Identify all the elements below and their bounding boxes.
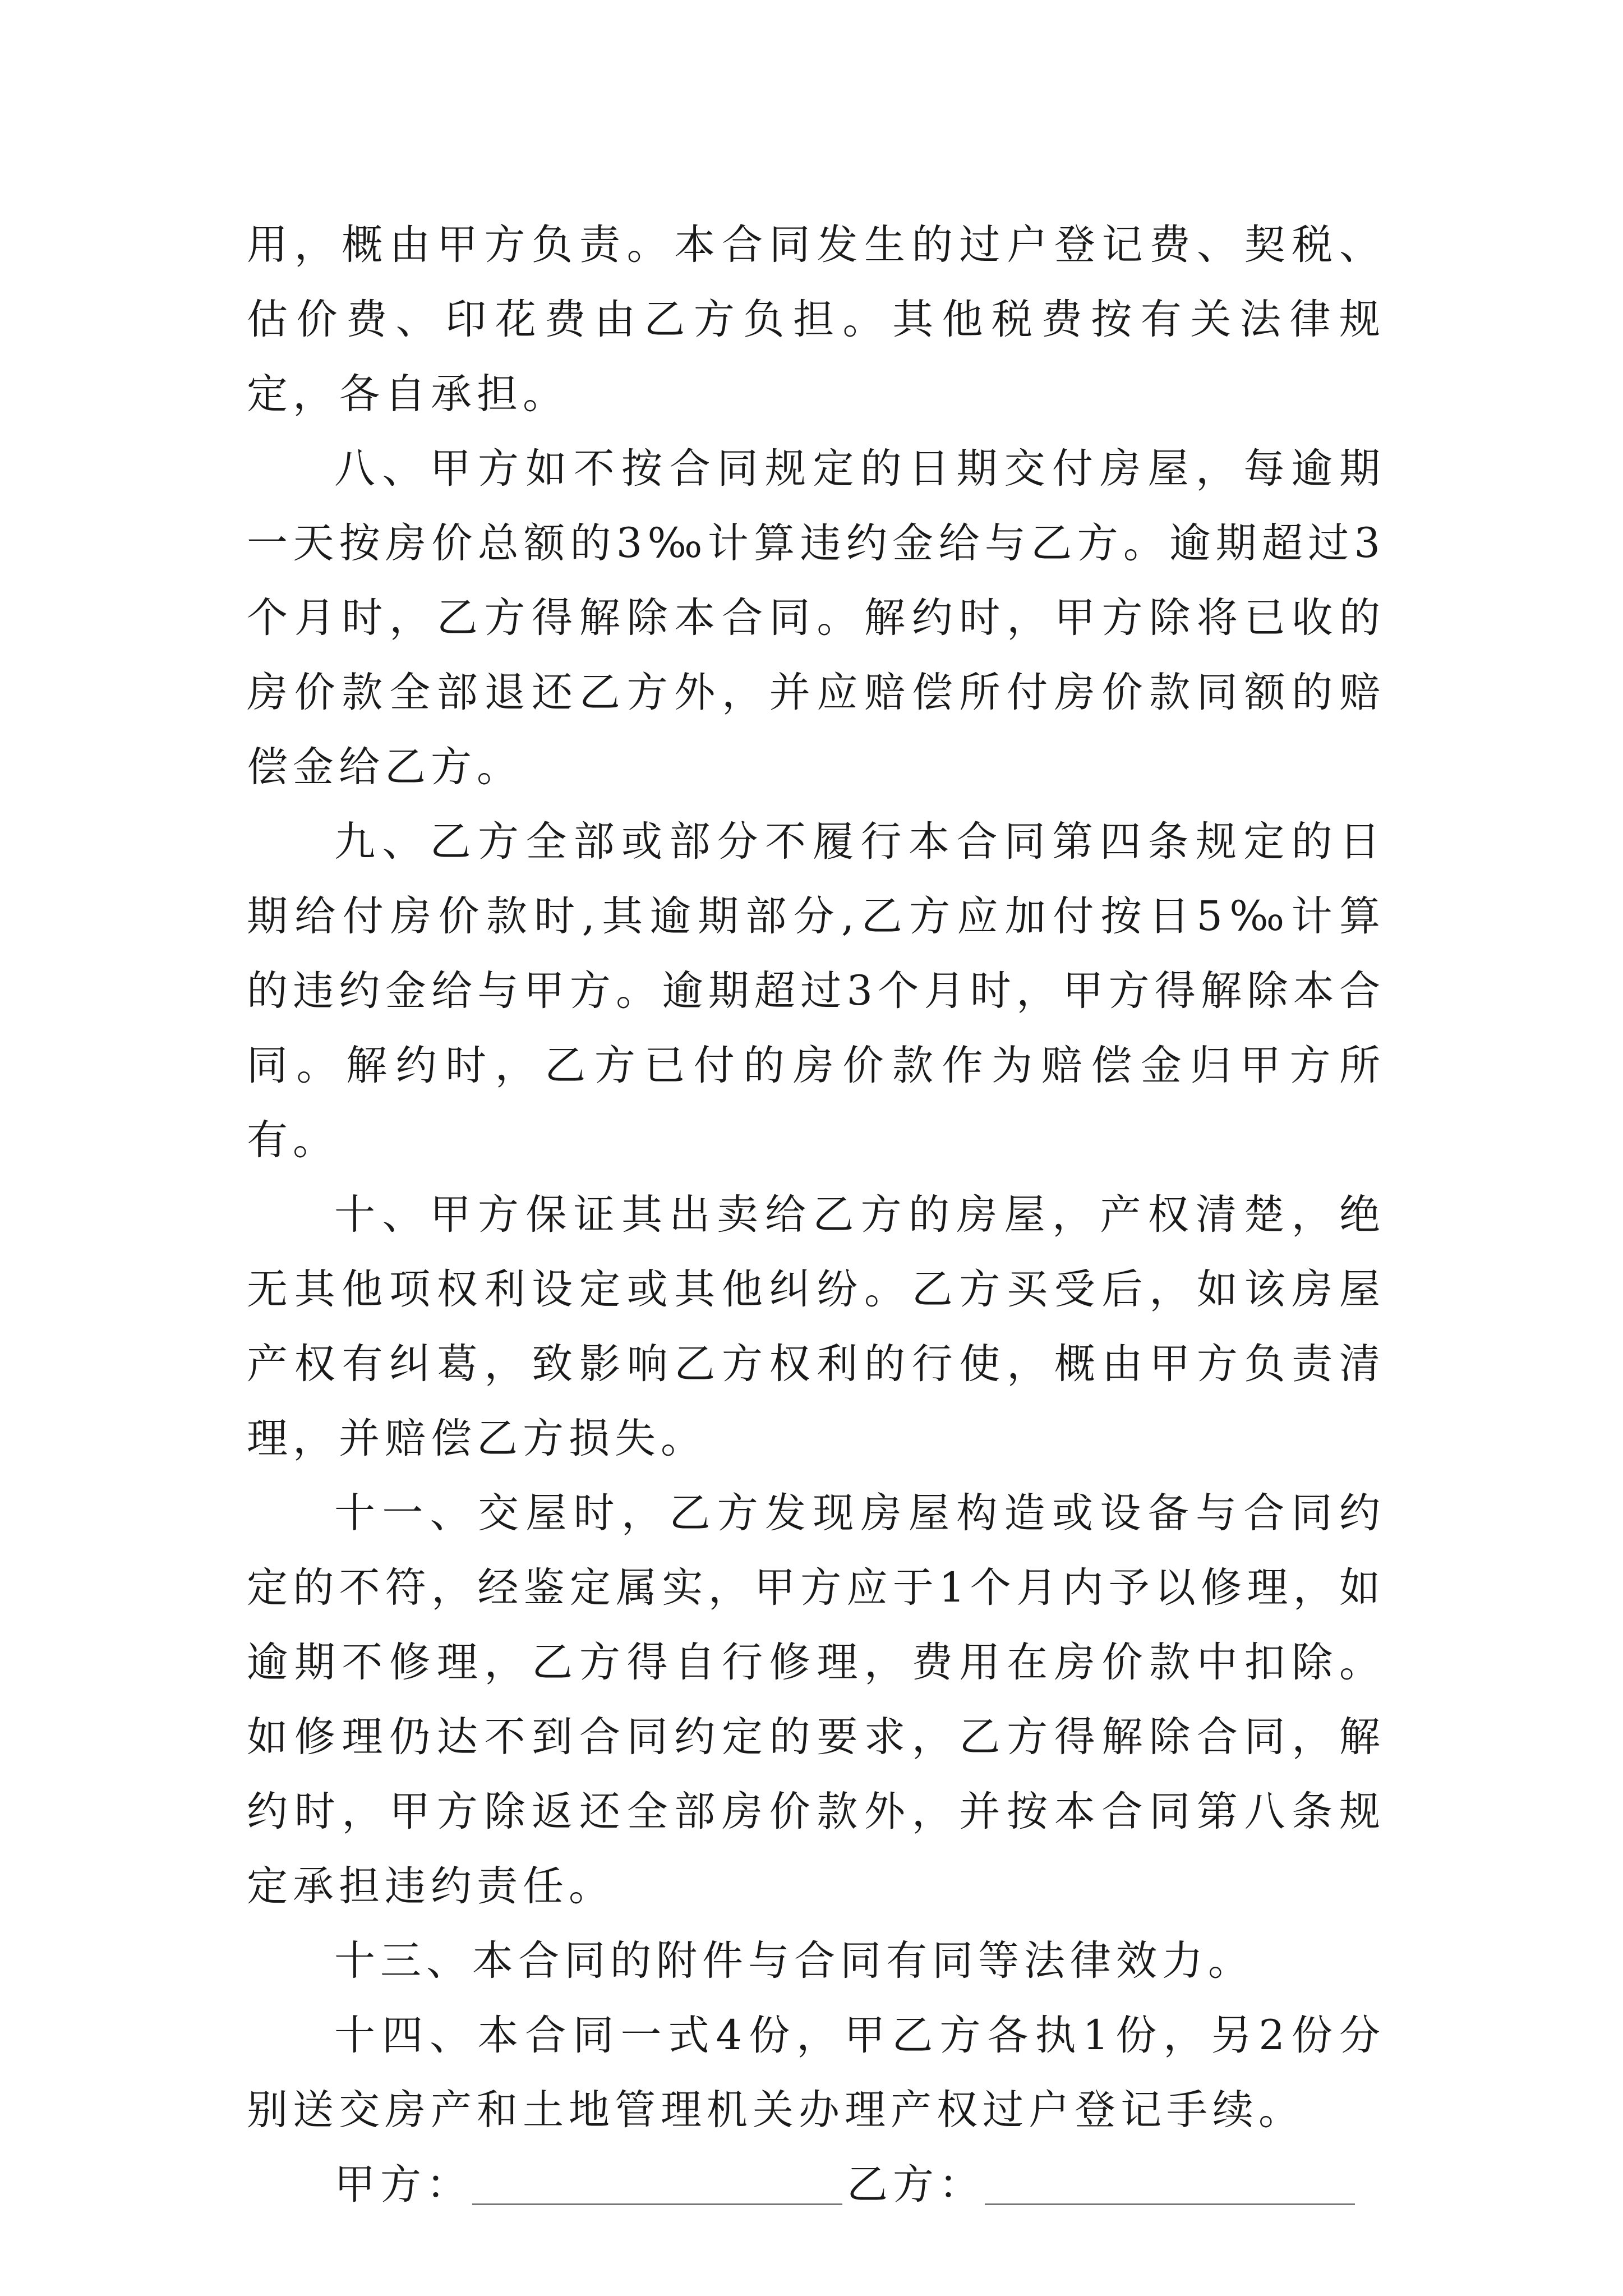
contract-body — [247, 208, 1385, 2222]
paragraph-clause-14: 十四、本合同一式4份，甲乙方各执1份，另2份分别送交房产和土地管理机关办理产权过户登记手续。 — [247, 2012, 1385, 2134]
paragraph-continued-clause-7: 用，概由甲方负责。本合同发生的过户登记费、契税、估价费、印花费由乙方负担。其他税费按有关法律规定，各自承担。 — [247, 221, 1385, 418]
paragraph-clause-9: 九、乙方全部或部分不履行本合同第四条规定的日期给付房价款时,其逾期部分,乙方应加付按日5‰计算的违约金给与甲方。逾期超过3个月时，甲方得解除本合同。解约时，乙方已付的房价款作为赔偿金归甲方所有。 — [247, 818, 1385, 1164]
party-a-label: 甲方： — [334, 2161, 472, 2208]
party-b-signature-blank[interactable] — [985, 2159, 1355, 2205]
paragraph-clause-10: 十、甲方保证其出卖给乙方的房屋，产权清楚，绝无其他项权利设定或其他纠纷。乙方买受后，如该房屋产权有纠葛，致影响乙方权利的行使，概由甲方负责清理，并赔偿乙方损失。 — [247, 1191, 1385, 1462]
paragraph-clause-13: 十三、本合同的附件与合同有同等法律效力。 — [334, 1937, 1254, 1985]
party-a-signature-blank[interactable] — [472, 2159, 842, 2205]
signature-line — [247, 2147, 1385, 2222]
party-b-label: 乙方： — [847, 2161, 985, 2208]
paragraph-clause-11: 十一、交屋时，乙方发现房屋构造或设备与合同约定的不符，经鉴定属实，甲方应于1个月内予以修理，如逾期不修理，乙方得自行修理，费用在房价款中扣除。如修理仍达不到合同约定的要求，乙方得解除合同，解约时，甲方除返还全部房价款外，并按本合同第八条规定承担违约责任。 — [247, 1489, 1385, 1910]
paragraph-clause-8: 八、甲方如不按合同规定的日期交付房屋，每逾期一天按房价总额的3‰计算违约金给与乙方。逾期超过3个月时，乙方得解除本合同。解约时，甲方除将已收的房价款全部退还乙方外，并应赔偿所付房价款同额的赔偿金给乙方。 — [247, 445, 1385, 791]
